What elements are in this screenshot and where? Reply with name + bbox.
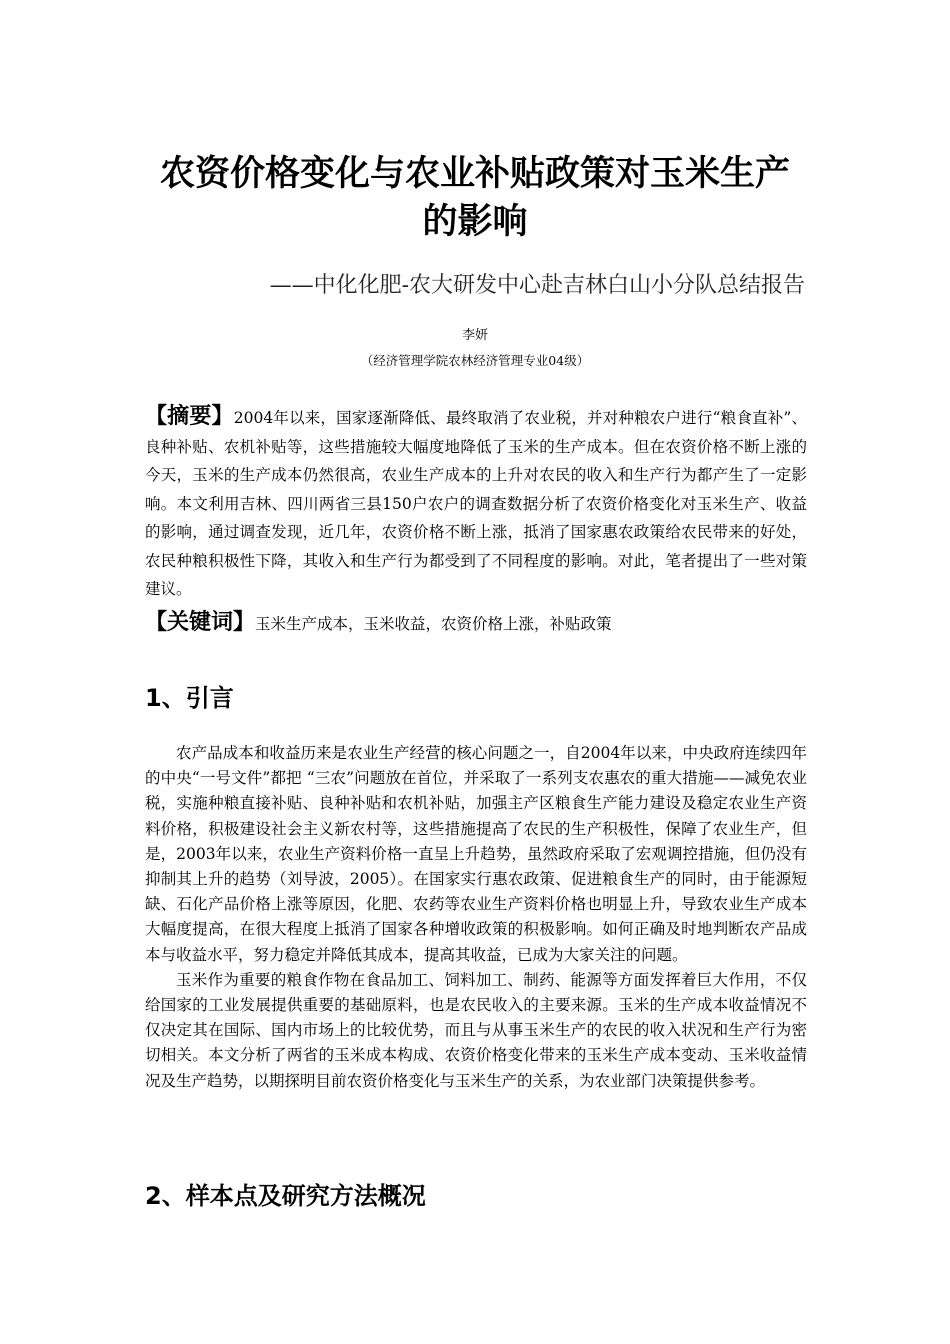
paper-title-line-1: 农资价格变化与农业补贴政策对玉米生产 [159, 154, 790, 194]
paper-title [145, 150, 805, 246]
section-1-paragraph-2: 玉米作为重要的粮食作物在食品加工、饲料加工、制药、能源等方面发挥着巨大作用，不仅给国家的工业发展提供重要的基础原料，也是农民收入的主要来源。玉米的生产成本收益情况不仅决定其在国际、国内市场上的比较优势，而且与从事玉米生产的农民的收入状况和生产行为密切相关。本文分析了两省的玉米成本构成、农资价格变化带来的玉米生产成本变动、玉米收益情况及生产趋势，以期探明目前农资价格变化与玉米生产的关系，为农业部门决策提供参考。 [145, 970, 807, 1090]
section-1-body [145, 741, 807, 1094]
section-1-heading: 1、引言 [145, 684, 234, 712]
abstract-label: 【摘要】 [145, 404, 234, 429]
section-1-paragraph-1: 农产品成本和收益历来是农业生产经营的核心问题之一，自2004年以来，中央政府连续四年的中央“一号文件”都把 “三农”问题放在首位，并采取了一系列支农惠农的重大措施——减免农业税，实施种粮直接补贴、良种补贴和农机补贴，加强主产区粮食生产能力建设及稳定农业生产资料价格，积极建设社会主义新农村等，这些措施提高了农民的生产积极性，保障了农业生产，但是，2003年以来，农业生产资料价格一直呈上升趋势，虽然政府采取了宏观调控措施，但仍没有抑制其上升的趋势（刘导波，2005）。在国家实行惠农政策、促进粮食生产的同时，由于能源短缺、石化产品价格上涨等原因，化肥、农药等农业生产资料价格也明显上升，导致农业生产成本大幅度提高，在很大程度上抵消了国家各种增收政策的积极影响。如何正确及时地判断农产品成本与收益水平，努力稳定并降低其成本，提高其收益，已成为大家关注的问题。 [145, 744, 807, 964]
author-affiliation: （经济管理学院农林经济管理专业04级） [360, 353, 590, 368]
paper-subtitle: ——中化化肥-农大研发中心赴吉林白山小分队总结报告 [269, 273, 805, 298]
section-2-heading: 2、样本点及研究方法概况 [145, 1182, 426, 1210]
paper-title-line-2: 的影响 [422, 202, 528, 242]
keywords-text: 玉米生产成本，玉米收益，农资价格上涨，补贴政策 [255, 615, 612, 633]
abstract-text: 2004年以来，国家逐渐降低、最终取消了农业税，并对种粮农户进行“粮食直补”、良种补贴、农机补贴等，这些措施较大幅度地降低了玉米的生产成本。但在农资价格不断上涨的今天，玉米的生产成本仍然很高，农业生产成本的上升对农民的收入和生产行为都产生了一定影响。本文利用吉林、四川两省三县150户农户的调查数据分析了农资价格变化对玉米生产、收益的影响，通过调查发现，近几年，农资价格不断上涨，抵消了国家惠农政策给农民带来的好处，农民种粮积极性下降，其收入和生产行为都受到了不同程度的影响。对此，笔者提出了一些对策建议。 [145, 409, 807, 598]
keywords [145, 607, 807, 640]
keywords-label: 【关键词】 [145, 610, 256, 635]
abstract [145, 403, 807, 604]
author-name: 李妍 [461, 328, 488, 343]
